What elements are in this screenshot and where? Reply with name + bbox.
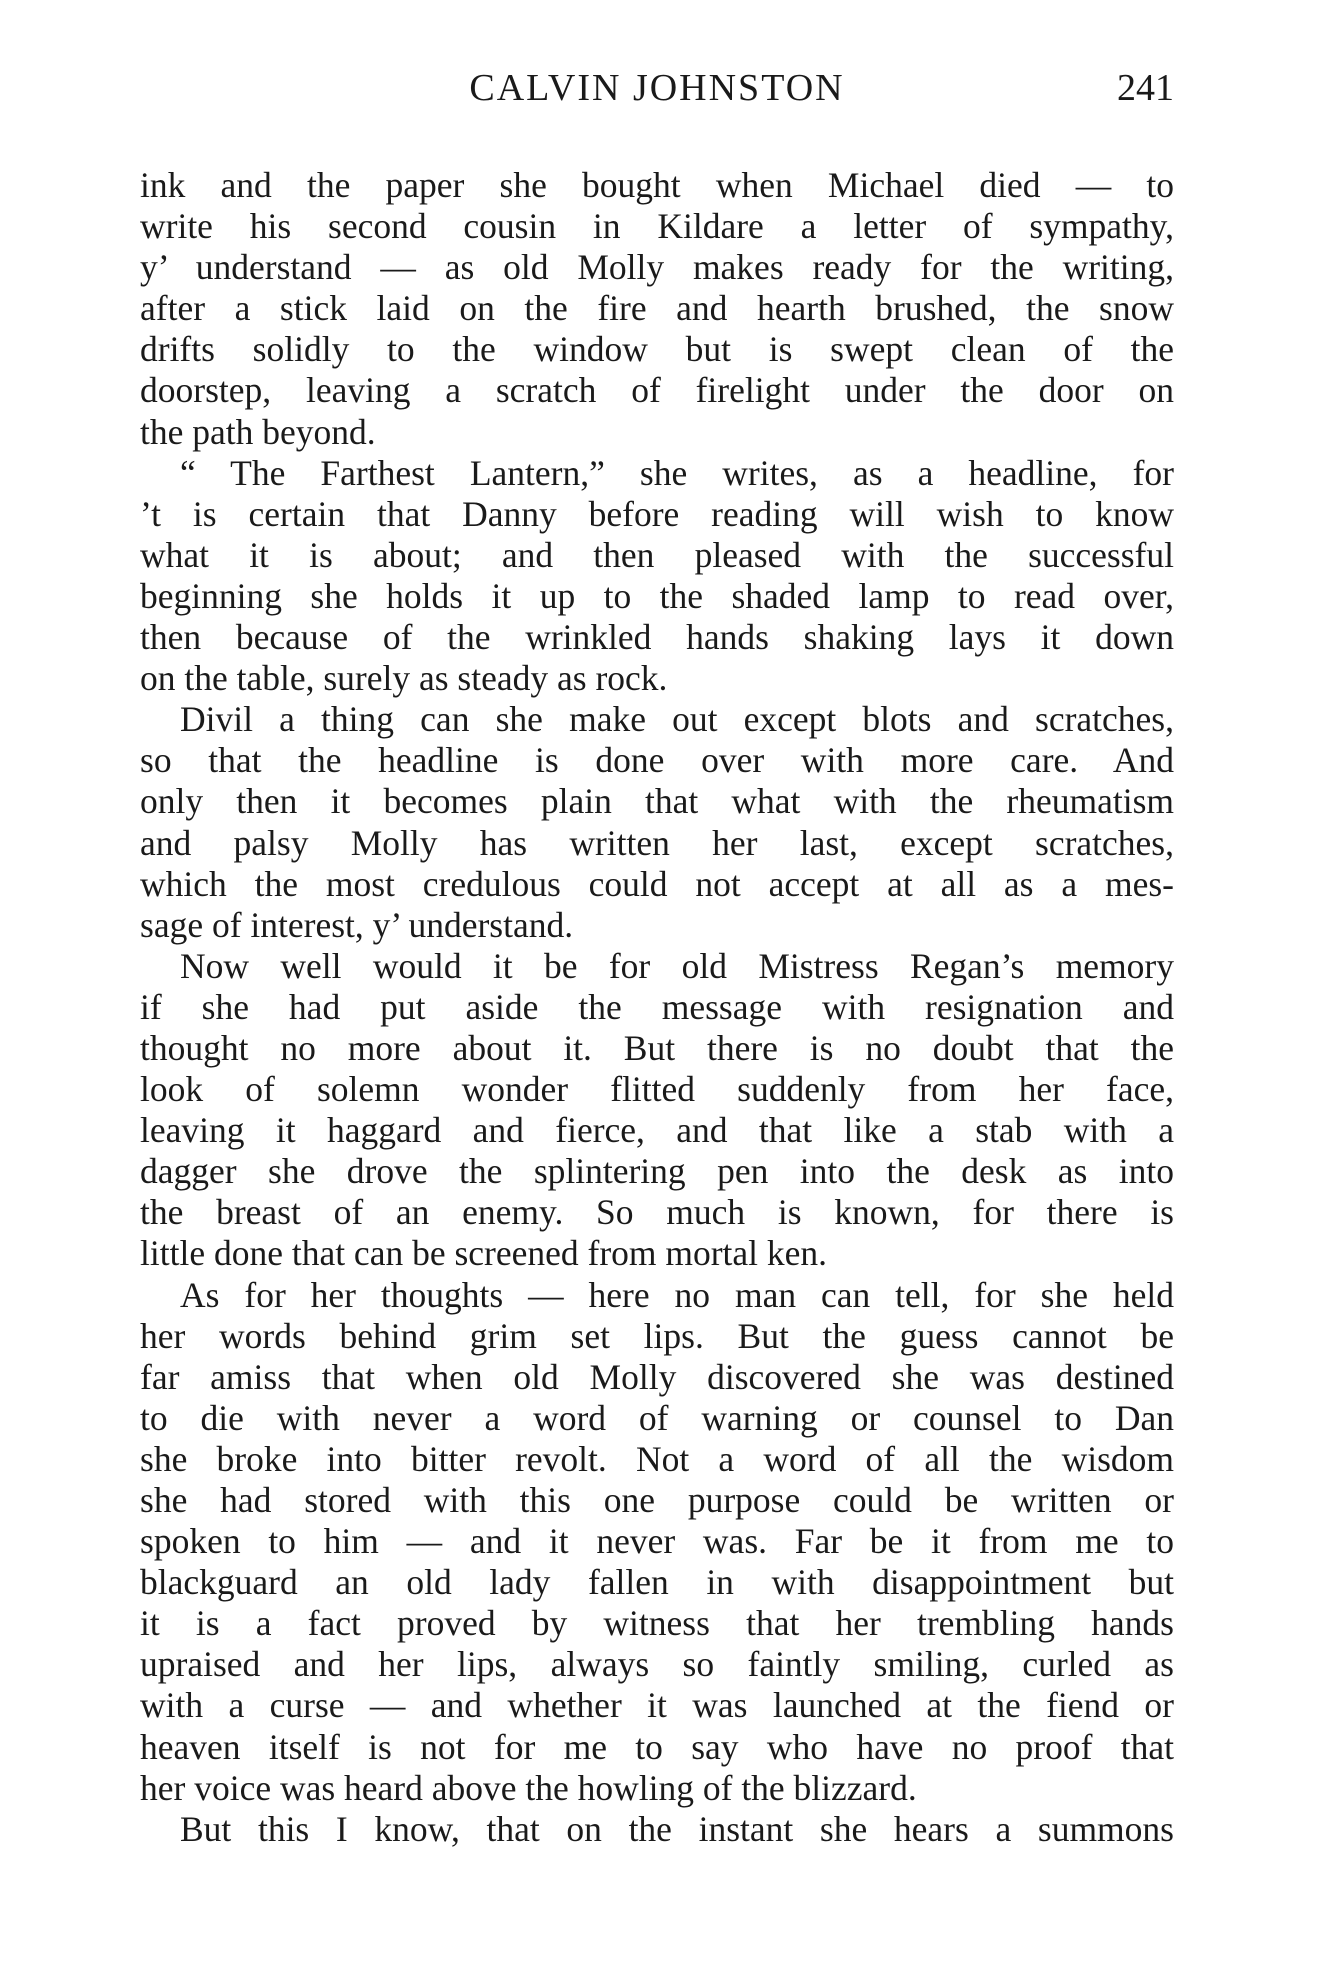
- text-line: her voice was heard above the howling of the blizzard.: [140, 1767, 917, 1808]
- text-line: what it is about; and then pleased with the successful: [140, 534, 1174, 575]
- text-line: the breast of an enemy. So much is known, for there is: [140, 1192, 1174, 1233]
- text-line: sage of interest, y’ understand.: [140, 904, 574, 945]
- text-line: dagger she drove the splintering pen into the desk as into: [140, 1151, 1174, 1192]
- text-line: only then it becomes plain that what with the rheumatism: [140, 781, 1174, 822]
- text-line: thought no more about it. But there is no doubt that the: [140, 1027, 1174, 1068]
- text-line: doorstep, leaving a scratch of firelight under the door on: [140, 370, 1174, 411]
- text-line: beginning she holds it up to the shaded lamp to read over,: [140, 575, 1174, 616]
- text-line: leaving it haggard and fierce, and that like a stab with a: [140, 1110, 1174, 1151]
- text-line: look of solemn wonder flitted suddenly from her face,: [140, 1069, 1174, 1110]
- text-line: after a stick laid on the fire and hearth brushed, the snow: [140, 288, 1174, 329]
- text-line: with a curse — and whether it was launched at the fiend or: [140, 1685, 1174, 1726]
- text-line: “ The Farthest Lantern,” she writes, as a headline, for: [180, 452, 1174, 493]
- running-head-title: CALVIN JOHNSTON: [469, 67, 845, 109]
- text-line: far amiss that when old Molly discovered she was destined: [140, 1356, 1174, 1397]
- text-line: so that the headline is done over with more care. And: [140, 740, 1174, 781]
- text-line: to die with never a word of warning or counsel to Dan: [140, 1397, 1174, 1438]
- text-line: on the table, surely as steady as rock.: [140, 658, 668, 699]
- text-line: spoken to him — and it never was. Far be it from me to: [140, 1521, 1174, 1562]
- text-line: she had stored with this one purpose could be written or: [140, 1480, 1174, 1520]
- text-line: Now well would it be for old Mistress Regan’s memory: [180, 945, 1174, 986]
- text-line: But this I know, that on the instant she hears a summons: [180, 1808, 1174, 1849]
- page-number: 241: [1117, 67, 1174, 109]
- text-line: Divil a thing can she make out except blots and scratches,: [180, 699, 1174, 740]
- text-line: ’t is certain that Danny before reading will wish to know: [140, 493, 1174, 534]
- text-line: she broke into bitter revolt. Not a word of all the wisdom: [140, 1438, 1174, 1479]
- text-line: write his second cousin in Kildare a letter of sympathy,: [140, 206, 1174, 247]
- text-line: heaven itself is not for me to say who have no proof that: [140, 1726, 1174, 1767]
- text-line: the path beyond.: [140, 411, 376, 452]
- text-line: y’ understand — as old Molly makes ready for the writing,: [140, 247, 1174, 288]
- text-line: which the most credulous could not accept at all as a mes-: [140, 863, 1174, 904]
- text-line: drifts solidly to the window but is swept clean of the: [140, 329, 1174, 370]
- text-line: As for her thoughts — here no man can tell, for she held: [180, 1274, 1174, 1315]
- text-line: then because of the wrinkled hands shaking lays it down: [140, 617, 1174, 658]
- text-line: ink and the paper she bought when Michael died — to: [140, 165, 1174, 205]
- text-line: blackguard an old lady fallen in with disappointment but: [140, 1562, 1174, 1603]
- text-line: and palsy Molly has written her last, except scratches,: [140, 822, 1174, 863]
- text-line: little done that can be screened from mortal ken.: [140, 1233, 828, 1274]
- text-line: her words behind grim set lips. But the guess cannot be: [140, 1315, 1174, 1356]
- running-head: [140, 58, 1174, 118]
- text-line: it is a fact proved by witness that her trembling hands: [140, 1603, 1174, 1644]
- text-line: if she had put aside the message with resignation and: [140, 986, 1174, 1027]
- body-text: [140, 165, 1174, 1850]
- text-line: upraised and her lips, always so faintly smiling, curled as: [140, 1644, 1174, 1685]
